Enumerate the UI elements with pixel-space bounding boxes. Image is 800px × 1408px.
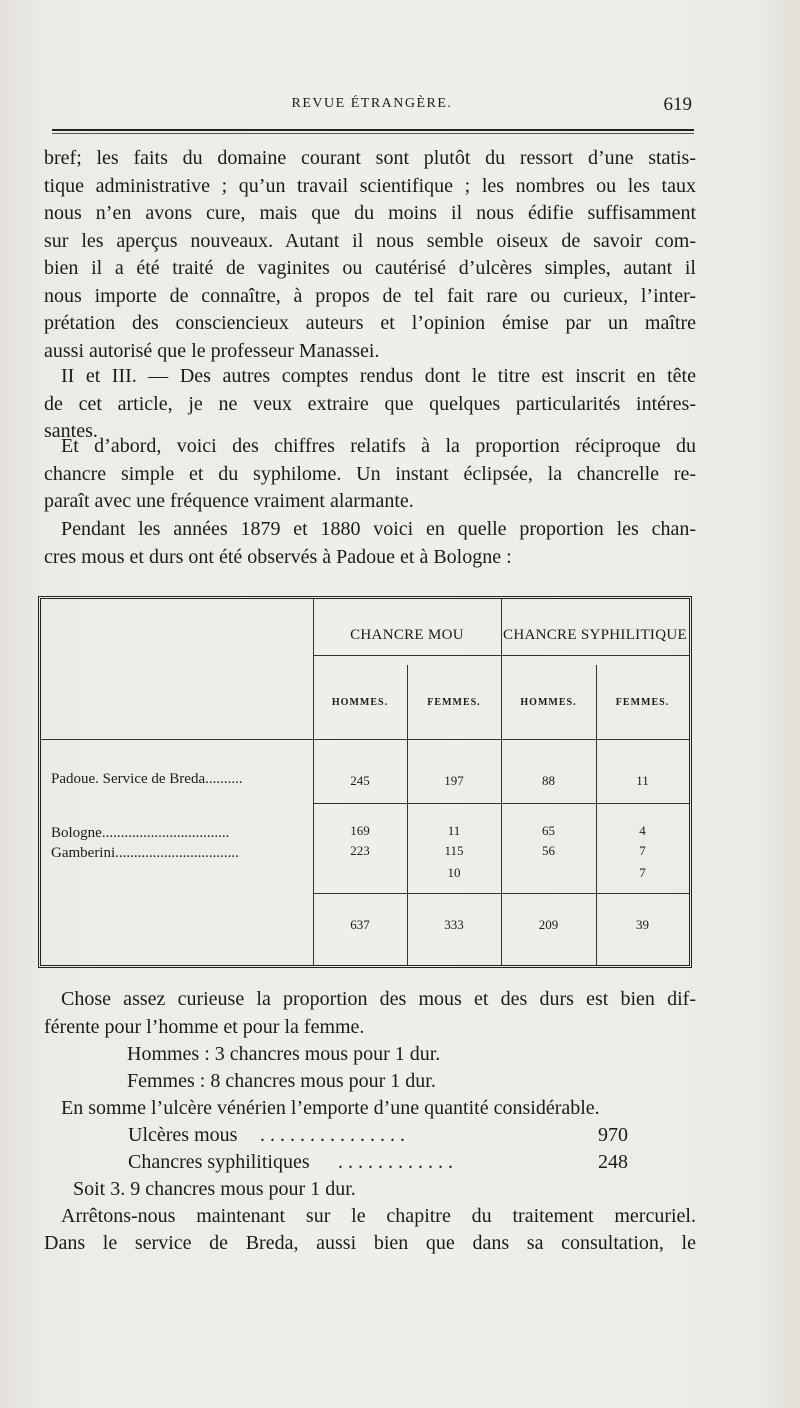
text-line: de cet article, je ne veux extraire que quelques particularités intéres- — [44, 392, 696, 415]
group-header-chancre-mou: CHANCRE MOU — [350, 627, 464, 643]
text-line: chancre simple et du syphilome. Un instant éclipsée, la chancrelle re- — [44, 462, 696, 485]
leader-dots: . . . . . . . . . . . . . . . — [260, 1124, 405, 1146]
soit-line: Soit 3. 9 chancres mous pour 1 dur. — [73, 1178, 356, 1200]
group-header-chancre-syphilitique: CHANCRE SYPHILITIQUE — [503, 627, 687, 643]
text-line: cres mous et durs ont été observés à Padoue et à Bologne : — [44, 545, 512, 568]
text-line: II et III. — Des autres comptes rendus dont le titre est inscrit en tête — [61, 365, 696, 387]
text-line: tique administrative ; qu’un travail scientifique ; les nombres ou les taux — [44, 174, 696, 197]
leader-dots: . . . . . . . . . . . . — [338, 1151, 453, 1173]
table-cell: 65 — [542, 823, 555, 838]
text-line: aussi autorisé que le professeur Manassei. — [44, 339, 380, 362]
text-line: Pendant les années 1879 et 1880 voici en quelle proportion les chan- — [61, 518, 696, 540]
running-title: REVUE ÉTRANGÈRE. — [291, 96, 453, 111]
sub-header: HOMMES. — [520, 697, 577, 708]
text-line: férente pour l’homme et pour la femme. — [44, 1015, 365, 1038]
table-cell: 10 — [447, 865, 461, 880]
table-cell: 245 — [350, 773, 370, 788]
header-rule — [52, 129, 694, 131]
text-line: paraît avec une fréquence vraiment alarmante. — [44, 490, 414, 512]
total-cell: 637 — [350, 917, 370, 932]
statistics-table — [38, 596, 692, 968]
table-cell: 11 — [636, 773, 649, 788]
header-rule — [313, 655, 689, 656]
ulceres-line — [128, 1122, 628, 1150]
row-label-bologne: Bologne.................................. — [51, 825, 230, 841]
sub-header: HOMMES. — [331, 697, 389, 708]
text-line: bien il a été traité de vaginites ou cautérisé d’ulcères simples, autant il — [44, 257, 696, 279]
header-rule-thin — [52, 133, 694, 134]
table-cell: 223 — [350, 843, 370, 858]
ratio-hommes: Hommes : 3 chancres mous pour 1 dur. — [127, 1043, 441, 1065]
total-cell: 209 — [538, 917, 559, 932]
header-rule — [41, 739, 689, 740]
row-rule — [313, 803, 689, 804]
text-line: sur les aperçus nouveaux. Autant il nous semble oiseux de savoir com- — [44, 229, 696, 252]
row-rule — [313, 893, 689, 894]
table-cell: 7 — [639, 865, 646, 880]
table-cell: 7 — [639, 843, 646, 858]
chancres-syphilitiques-label: Chancres syphilitiques — [128, 1151, 310, 1173]
paragraph-somme: En somme l’ulcère vénérien l’emporte d’une quantité considérable. — [61, 1097, 600, 1119]
text-line: bref; les faits du domaine courant sont plutôt du ressort d’une statis- — [44, 147, 696, 169]
text-line: Et d’abord, voici des chiffres relatifs à la proportion réciproque du — [61, 435, 696, 457]
row-label-padoue: Padoue. Service de Breda.......... — [51, 771, 243, 787]
chancres-syphilitiques-line — [128, 1149, 628, 1177]
chancres-syphilitiques-value: 248 — [598, 1151, 628, 1173]
page-number: 619 — [663, 94, 692, 115]
text-line: Chose assez curieuse la proportion des mous et des durs est bien dif- — [61, 988, 696, 1010]
table-cell: 11 — [447, 823, 461, 838]
text-line: santes. — [44, 420, 98, 442]
paragraph-annees — [44, 516, 696, 571]
sub-header: FEMMES. — [615, 697, 670, 708]
table-cell: 4 — [639, 823, 646, 838]
table-cell: 56 — [542, 843, 555, 858]
paragraph-chiffres — [44, 433, 696, 516]
table-cell: 88 — [542, 773, 555, 788]
paragraph-dans: Dans le service de Breda, aussi bien que dans sa consultation, le — [44, 1232, 696, 1254]
text-line: nous importe de connaître, à propos de tel fait rare ou curieux, l’inter- — [44, 284, 696, 307]
total-cell: 333 — [444, 917, 464, 932]
sub-header: FEMMES. — [427, 697, 481, 708]
table-cell: 115 — [444, 843, 464, 858]
total-cell: 39 — [636, 917, 649, 932]
paragraph-chose — [44, 986, 696, 1041]
paragraph-arretons: Arrêtons-nous maintenant sur le chapitre du traitement mercuriel. — [61, 1205, 696, 1227]
row-label-gamberini: Gamberini................................. — [51, 845, 239, 861]
paragraph-intro — [44, 145, 696, 365]
table-cell: 197 — [444, 773, 464, 788]
table-cell: 169 — [350, 823, 370, 838]
ulceres-label: Ulcères mous — [128, 1124, 238, 1146]
text-line: prétation des consciencieux auteurs et l’opinion émise par un maître — [44, 312, 696, 334]
ulceres-value: 970 — [598, 1124, 628, 1146]
ratio-femmes: Femmes : 8 chancres mous pour 1 dur. — [127, 1070, 436, 1092]
running-head — [52, 96, 692, 118]
text-line: nous n’en avons cure, mais que du moins il nous édifie suffisamment — [44, 202, 696, 224]
